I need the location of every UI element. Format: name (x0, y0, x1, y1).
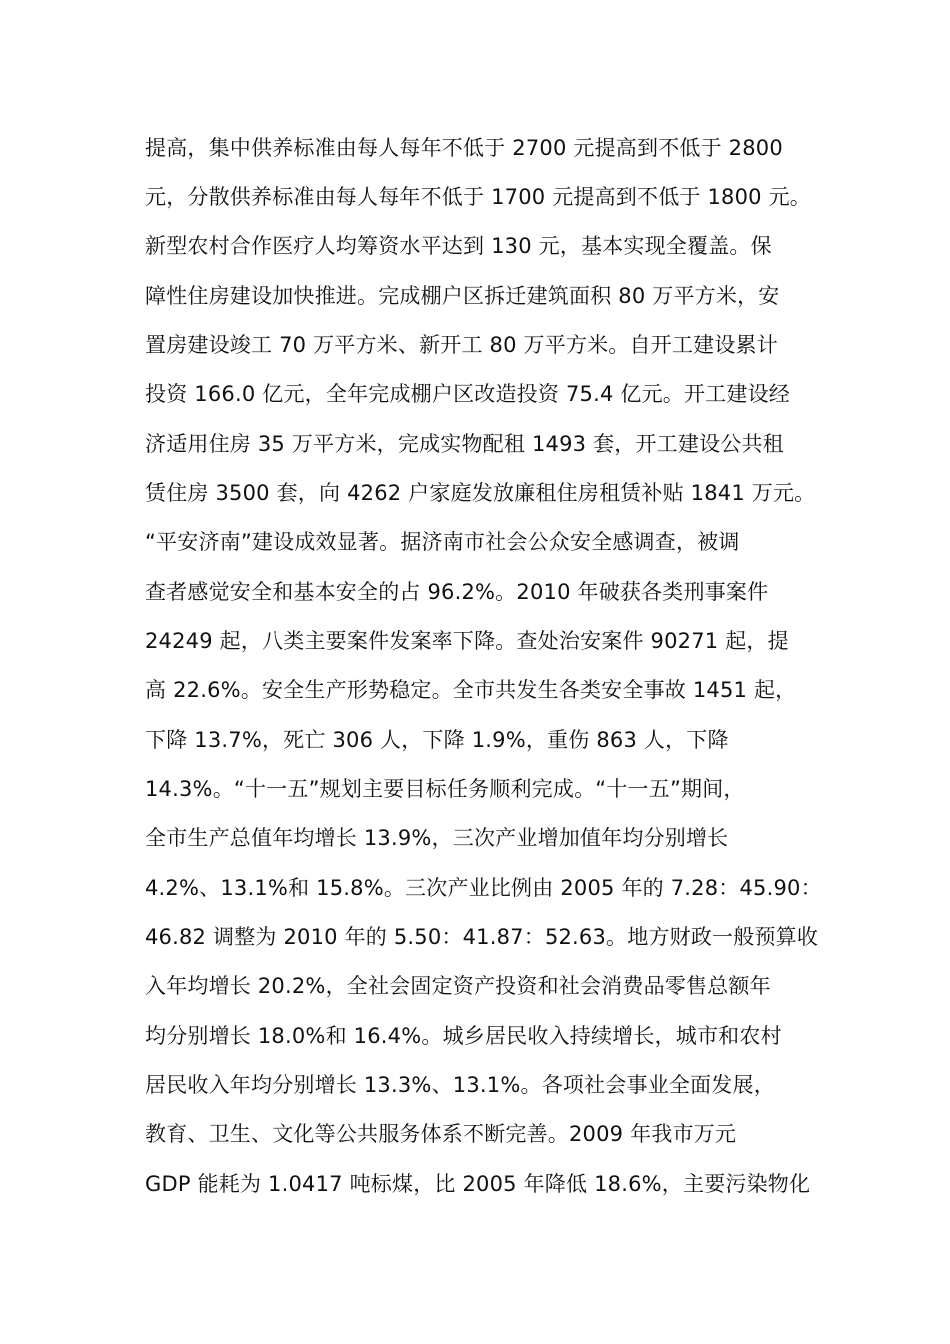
text-line: 居民收入年均分别增长 13.3%、13.1%。各项社会事业全面发展， (145, 1073, 775, 1097)
text-line: 14.3%。“十一五”规划主要目标任务顺利完成。“十一五”期间， (145, 777, 745, 801)
text-line: 投资 166.0 亿元，全年完成棚户区改造投资 75.4 亿元。开工建设经 (145, 382, 790, 406)
text-line: 教育、卫生、文化等公共服务体系不断完善。2009 年我市万元 (145, 1122, 737, 1146)
text-line: 障性住房建设加快推进。完成棚户区拆迁建筑面积 80 万平方米，安 (145, 284, 780, 308)
text-line: 赁住房 3500 套，向 4262 户家庭发放廉租住房租赁补贴 1841 万元。 (145, 481, 816, 505)
text-line: 下降 13.7%，死亡 306 人，下降 1.9%，重伤 863 人，下降 (145, 728, 729, 752)
text-line: 高 22.6%。安全生产形势稳定。全市共发生各类安全事故 1451 起， (145, 678, 797, 702)
text-line: 4.2%、13.1%和 15.8%。三次产业比例由 2005 年的 7.28：45.90： (145, 876, 822, 900)
text-line: 济适用住房 35 万平方米，完成实物配租 1493 套，开工建设公共租 (145, 432, 784, 456)
text-line: 提高，集中供养标准由每人每年不低于 2700 元提高到不低于 2800 (145, 136, 783, 160)
text-line: 46.82 调整为 2010 年的 5.50：41.87：52.63。地方财政一般预算收 (145, 925, 819, 949)
text-line: 全市生产总值年均增长 13.9%，三次产业增加值年均分别增长 (145, 826, 729, 850)
text-line: 置房建设竣工 70 万平方米、新开工 80 万平方米。自开工建设累计 (145, 333, 778, 357)
text-line: 查者感觉安全和基本安全的占 96.2%。2010 年破获各类刑事案件 (145, 580, 769, 604)
text-line: 新型农村合作医疗人均筹资水平达到 130 元，基本实现全覆盖。保 (145, 234, 772, 258)
text-line: GDP 能耗为 1.0417 吨标煤，比 2005 年降低 18.6%，主要污染物化 (145, 1172, 811, 1196)
text-line: 入年均增长 20.2%，全社会固定资产投资和社会消费品零售总额年 (145, 974, 771, 998)
text-line: 24249 起，八类主要案件发案率下降。查处治安案件 90271 起，提 (145, 629, 789, 653)
text-line: 均分别增长 18.0%和 16.4%。城乡居民收入持续增长，城市和农村 (145, 1024, 782, 1048)
text-line: 元，分散供养标准由每人每年不低于 1700 元提高到不低于 1800 元。 (145, 185, 811, 209)
text-line: “平安济南”建设成效显著。据济南市社会公众安全感调查，被调 (145, 530, 740, 554)
